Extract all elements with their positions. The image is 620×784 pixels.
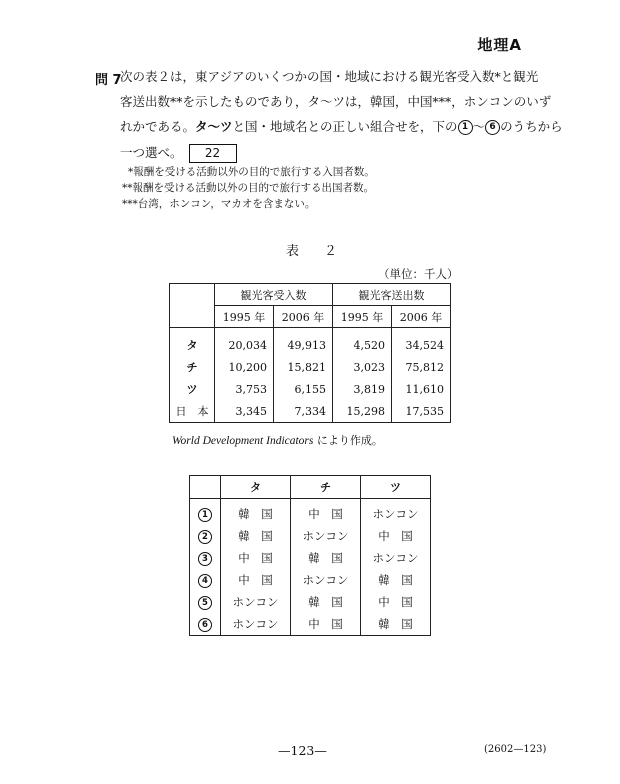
option-cell: 韓 国 (361, 569, 431, 591)
table-cell: 3,345 (215, 400, 274, 423)
row-label: 日 本 (170, 400, 215, 423)
table-cell: 10,200 (215, 356, 274, 378)
table-row (170, 328, 451, 357)
option-cell: 中 国 (221, 569, 291, 591)
option-row (190, 547, 431, 569)
table-cell: 20,034 (215, 328, 274, 357)
exam-code: (2602—123) (484, 744, 547, 755)
question-line-3-d: のうちから (500, 119, 563, 134)
option-row (190, 525, 431, 547)
option-row (190, 499, 431, 526)
footnote-2: **報酬を受ける活動以外の目的で旅行する出国者数。 (122, 182, 374, 194)
options-header: タ (221, 476, 291, 499)
tourism-table (169, 283, 451, 423)
option-cell: 韓 国 (221, 525, 291, 547)
option-cell: 中 国 (221, 547, 291, 569)
option-number: 3 (198, 552, 212, 566)
option-cell: 中 国 (291, 499, 361, 526)
range-separator: 〜 (472, 119, 486, 134)
option-cell: 中 国 (361, 591, 431, 613)
table-cell: 6,155 (274, 378, 333, 400)
question-line-4 (120, 144, 237, 163)
question-number: 問 7 (95, 73, 122, 88)
table-cell: 75,812 (392, 356, 451, 378)
option-row (190, 569, 431, 591)
option-cell: ホンコン (361, 547, 431, 569)
table-row (170, 400, 451, 423)
option-cell: 中 国 (361, 525, 431, 547)
year-header: 2006 年 (274, 306, 333, 328)
table-cell: 15,821 (274, 356, 333, 378)
option-row (190, 591, 431, 613)
options-header: ツ (361, 476, 431, 499)
group-header-outbound: 観光客送出数 (333, 284, 451, 306)
table-row (170, 378, 451, 400)
question-line-1: 次の表２は，東アジアのいくつかの国・地域における観光客受入数*と観光 (120, 69, 539, 84)
table-cell: 15,298 (333, 400, 392, 423)
circled-number-first: 1 (458, 120, 473, 135)
table-cell: 49,913 (274, 328, 333, 357)
option-number: 4 (198, 574, 212, 588)
option-cell: 中 国 (291, 613, 361, 636)
circled-number-last: 6 (485, 120, 500, 135)
option-number: 6 (198, 618, 212, 632)
table-cell: 7,334 (274, 400, 333, 423)
page-number: —123— (278, 743, 327, 758)
table-header-row (170, 284, 451, 306)
option-cell: 韓 国 (291, 547, 361, 569)
question-line-3-a: れかである。 (120, 119, 196, 134)
subject-title: 地理A (477, 36, 522, 54)
footnote-3: ***台湾，ホンコン，マカオを含まない。 (122, 198, 316, 210)
option-number: 1 (198, 508, 212, 522)
option-cell: 韓 国 (361, 613, 431, 636)
table-cell: 3,819 (333, 378, 392, 400)
row-label: ツ (170, 378, 215, 400)
table-title: 表 ２ (286, 244, 344, 259)
question-line-2: 客送出数**を示したものであり，タ〜ツは，韓国，中国***，ホンコンのいず (120, 94, 552, 109)
header-corner-cell (170, 284, 215, 328)
option-row (190, 613, 431, 636)
option-cell: ホンコン (221, 613, 291, 636)
table-source (172, 432, 383, 448)
question-line-3-c: と国・地域名との正しい組合せを，下の (232, 119, 458, 134)
source-title: World Development Indicators (172, 435, 314, 447)
option-cell: 韓 国 (221, 499, 291, 526)
answer-options-table (189, 475, 431, 636)
table-cell: 17,535 (392, 400, 451, 423)
option-number: 5 (198, 596, 212, 610)
option-cell: ホンコン (361, 499, 431, 526)
answer-number-box: 22 (189, 144, 237, 163)
table-cell: 34,524 (392, 328, 451, 357)
option-cell: 韓 国 (291, 591, 361, 613)
footnote-1: *報酬を受ける活動以外の目的で旅行する入国者数。 (128, 166, 375, 178)
source-rest: により作成。 (316, 434, 383, 447)
option-cell: ホンコン (291, 525, 361, 547)
year-header: 1995 年 (333, 306, 392, 328)
group-header-inbound: 観光客受入数 (215, 284, 333, 306)
options-corner-cell (190, 476, 221, 499)
options-header: チ (291, 476, 361, 499)
question-line-3-bold: タ〜ツ (195, 119, 233, 134)
option-cell: ホンコン (221, 591, 291, 613)
table-row (170, 356, 451, 378)
year-header: 1995 年 (215, 306, 274, 328)
table-unit: （単位：千人） (378, 267, 459, 281)
table-cell: 11,610 (392, 378, 451, 400)
row-label: チ (170, 356, 215, 378)
year-header: 2006 年 (392, 306, 451, 328)
option-cell: ホンコン (291, 569, 361, 591)
table-cell: 4,520 (333, 328, 392, 357)
table-cell: 3,753 (215, 378, 274, 400)
question-line-3 (120, 119, 563, 135)
option-number: 2 (198, 530, 212, 544)
options-header-row (190, 476, 431, 499)
question-line-4-text: 一つ選べ。 (120, 145, 183, 160)
row-label: タ (170, 328, 215, 357)
table-cell: 3,023 (333, 356, 392, 378)
